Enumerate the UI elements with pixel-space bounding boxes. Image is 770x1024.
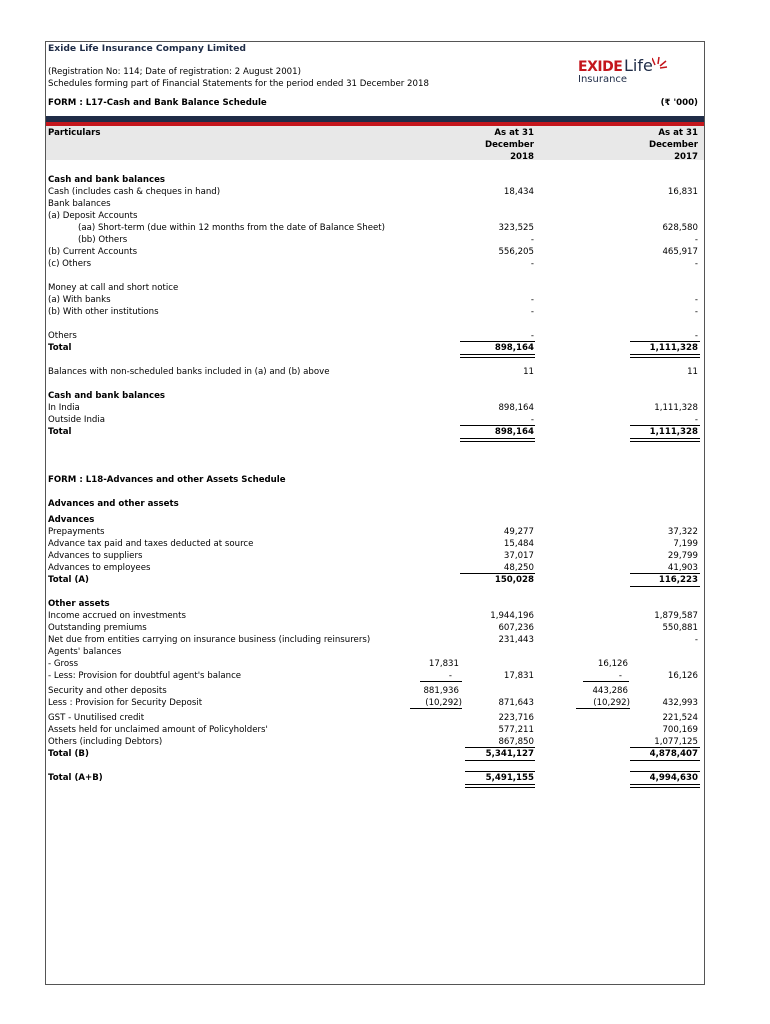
unclaimed-label: Assets held for unclaimed amount of Policyholders' — [48, 725, 268, 735]
gst-label: GST - Unutilised credit — [48, 713, 145, 723]
security-deposits-label: Security and other deposits — [48, 686, 167, 696]
rule — [630, 573, 700, 574]
less-security-label: Less : Provision for Security Deposit — [48, 698, 203, 708]
prepayments-label: Prepayments — [48, 527, 105, 537]
non-scheduled-v1: 11 — [523, 367, 534, 377]
in-india-v1: 898,164 — [498, 403, 534, 413]
money-call-label: Money at call and short notice — [48, 283, 179, 293]
rule — [630, 771, 700, 772]
adv-suppliers-v1: 37,017 — [503, 551, 534, 561]
security-deposits-s2: 443,286 — [592, 686, 628, 696]
double-rule — [630, 354, 700, 358]
current-accounts-v2: 465,917 — [662, 247, 698, 257]
form-l18-title: FORM : L18-Advances and other Assets Schedule — [48, 475, 286, 485]
adv-suppliers-v2: 29,799 — [667, 551, 698, 561]
rule — [576, 708, 630, 709]
total-label: Total — [48, 343, 72, 353]
with-other-v2: - — [694, 307, 698, 317]
units-label: (₹ '000) — [660, 98, 698, 108]
cash-heading-2: Cash and bank balances — [48, 391, 166, 401]
total-a-v1: 150,028 — [494, 575, 534, 585]
advances-heading: Advances — [48, 515, 95, 525]
unclaimed-v1: 577,211 — [498, 725, 534, 735]
with-banks-v1: - — [530, 295, 534, 305]
col1-line2: December — [484, 140, 534, 150]
gst-v2: 221,524 — [662, 713, 698, 723]
rule — [630, 425, 700, 426]
col-particulars: Particulars — [48, 128, 101, 138]
col2-line1: As at 31 — [658, 128, 698, 138]
total2-v2: 1,111,328 — [649, 427, 698, 437]
short-term-label: (aa) Short-term (due within 12 months from the date of Balance Sheet) — [78, 223, 386, 233]
income-accrued-v2: 1,879,587 — [654, 611, 698, 621]
company-name: Exide Life Insurance Company Limited — [48, 43, 246, 54]
col1-line1: As at 31 — [494, 128, 534, 138]
outside-india-label: Outside India — [48, 415, 106, 425]
adv-suppliers-label: Advances to suppliers — [48, 551, 143, 561]
logo-word-exide: EXIDE — [578, 59, 623, 75]
rule — [410, 708, 462, 709]
col1-line3: 2018 — [510, 152, 534, 162]
logo-spark-icon — [652, 56, 668, 70]
less-provision-v2: 16,126 — [667, 671, 698, 681]
total-b-label: Total (B) — [48, 749, 89, 759]
net-due-v2: - — [694, 635, 698, 645]
rule — [460, 425, 535, 426]
outstanding-premiums-label: Outstanding premiums — [48, 623, 147, 633]
total-ab-v1: 5,491,155 — [485, 773, 534, 783]
outside-india-v2: - — [694, 415, 698, 425]
less-provision-label: - Less: Provision for doubtful agent's balance — [48, 671, 242, 681]
prepayments-v1: 49,277 — [503, 527, 534, 537]
less-security-v1: 871,643 — [498, 698, 534, 708]
rule — [630, 586, 700, 587]
double-rule — [460, 354, 535, 358]
gst-v1: 223,716 — [498, 713, 534, 723]
total-a-label: Total (A) — [48, 575, 89, 585]
in-india-label: In India — [48, 403, 80, 413]
deposit-accounts-label: (a) Deposit Accounts — [48, 211, 138, 221]
less-security-s1: (10,292) — [425, 698, 462, 708]
others-v1: - — [530, 331, 534, 341]
advance-tax-v2: 7,199 — [673, 539, 698, 549]
gross-label: - Gross — [48, 659, 79, 669]
others-bb-v1: - — [530, 235, 534, 245]
less-provision-s1: - — [448, 671, 452, 681]
total-ab-label: Total (A+B) — [48, 773, 103, 783]
double-rule — [630, 438, 700, 442]
rule — [420, 681, 462, 682]
others-debtors-v1: 867,850 — [498, 737, 534, 747]
others-v2: - — [694, 331, 698, 341]
short-term-v1: 323,525 — [498, 223, 534, 233]
rule — [630, 760, 700, 761]
with-banks-label: (a) With banks — [48, 295, 111, 305]
net-due-v1: 231,443 — [498, 635, 534, 645]
cash-heading: Cash and bank balances — [48, 175, 166, 185]
rule — [465, 771, 535, 772]
total2-v1: 898,164 — [494, 427, 534, 437]
less-security-s2: (10,292) — [593, 698, 630, 708]
double-rule — [460, 438, 535, 442]
outstanding-premiums-v2: 550,881 — [662, 623, 698, 633]
advance-tax-label: Advance tax paid and taxes deducted at source — [48, 539, 254, 549]
cash-in-hand-label: Cash (includes cash & cheques in hand) — [48, 187, 221, 197]
logo-word-life: Life — [624, 56, 653, 75]
total-a-v2: 116,223 — [658, 575, 698, 585]
with-other-v1: - — [530, 307, 534, 317]
outside-india-v1: - — [530, 415, 534, 425]
non-scheduled-label: Balances with non-scheduled banks included in (a) and (b) above — [48, 367, 330, 377]
total-b-v2: 4,878,407 — [649, 749, 698, 759]
adv-employees-v2: 41,903 — [667, 563, 698, 573]
total-v2: 1,111,328 — [649, 343, 698, 353]
logo-word-insurance: Insurance — [578, 74, 628, 85]
cash-in-hand-v2: 16,831 — [667, 187, 698, 197]
rule — [465, 760, 535, 761]
less-provision-v1: 17,831 — [503, 671, 534, 681]
non-scheduled-v2: 11 — [687, 367, 698, 377]
rule — [630, 747, 700, 748]
with-other-label: (b) With other institutions — [48, 307, 159, 317]
registration-text: (Registration No: 114; Date of registration: 2 August 2001) — [48, 67, 301, 77]
less-provision-s2: - — [618, 671, 622, 681]
schedules-note: Schedules forming part of Financial Statements for the period ended 31 December 2018 — [48, 79, 429, 89]
others-c-label: (c) Others — [48, 259, 92, 269]
gross-s1: 17,831 — [428, 659, 459, 669]
double-rule — [465, 784, 535, 788]
unclaimed-v2: 700,169 — [662, 725, 698, 735]
total2-label: Total — [48, 427, 72, 437]
others-bb-v2: - — [694, 235, 698, 245]
others-debtors-label: Others (including Debtors) — [48, 737, 163, 747]
bank-balances-label: Bank balances — [48, 199, 111, 209]
income-accrued-v1: 1,944,196 — [490, 611, 534, 621]
current-accounts-v1: 556,205 — [498, 247, 534, 257]
col2-line2: December — [648, 140, 698, 150]
others-label: Others — [48, 331, 77, 341]
rule — [583, 681, 629, 682]
col2-line3: 2017 — [674, 152, 698, 162]
rule — [465, 747, 535, 748]
outstanding-premiums-v1: 607,236 — [498, 623, 534, 633]
prepayments-v2: 37,322 — [667, 527, 698, 537]
others-c-v2: - — [694, 259, 698, 269]
advance-tax-v1: 15,484 — [503, 539, 534, 549]
income-accrued-label: Income accrued on investments — [48, 611, 186, 621]
less-security-v2: 432,993 — [662, 698, 698, 708]
adv-employees-v1: 48,250 — [503, 563, 534, 573]
advances-other-heading: Advances and other assets — [48, 499, 179, 509]
total-b-v1: 5,341,127 — [485, 749, 534, 759]
current-accounts-label: (b) Current Accounts — [48, 247, 138, 257]
in-india-v2: 1,111,328 — [654, 403, 698, 413]
security-deposits-s1: 881,936 — [423, 686, 459, 696]
with-banks-v2: - — [694, 295, 698, 305]
gross-s2: 16,126 — [597, 659, 628, 669]
net-due-label: Net due from entities carrying on insurance business (including reinsurers) — [48, 635, 371, 645]
rule — [460, 573, 535, 574]
cash-in-hand-v1: 18,434 — [503, 187, 534, 197]
others-c-v1: - — [530, 259, 534, 269]
total-v1: 898,164 — [494, 343, 534, 353]
others-debtors-v2: 1,077,125 — [654, 737, 698, 747]
short-term-v2: 628,580 — [662, 223, 698, 233]
total-ab-v2: 4,994,630 — [649, 773, 698, 783]
rule — [460, 341, 535, 342]
rule — [630, 341, 700, 342]
adv-employees-label: Advances to employees — [48, 563, 151, 573]
double-rule — [630, 784, 700, 788]
others-bb-label: (bb) Others — [78, 235, 128, 245]
exide-life-logo — [574, 56, 674, 90]
other-assets-heading: Other assets — [48, 599, 110, 609]
agents-balances-label: Agents' balances — [48, 647, 122, 657]
form-l17-title: FORM : L17-Cash and Bank Balance Schedule — [48, 98, 267, 108]
